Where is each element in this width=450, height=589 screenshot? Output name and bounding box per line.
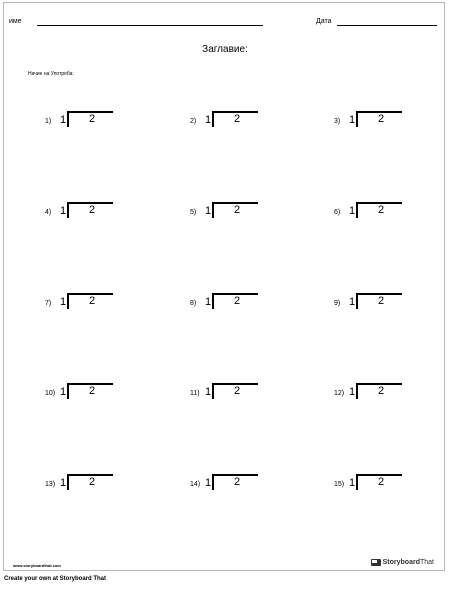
problem-number: 3) [334, 118, 341, 125]
division-problem [334, 474, 424, 502]
dividend: 2 [234, 113, 241, 125]
create-your-own-link[interactable]: Create your own at Storyboard That [4, 576, 107, 582]
divisor: 1 [60, 477, 67, 489]
problem-number: 10) [45, 390, 56, 397]
divisor: 1 [205, 477, 212, 489]
division-problem [334, 383, 424, 411]
problem-number: 9) [334, 300, 341, 307]
divisor: 1 [349, 296, 356, 308]
divisor: 1 [205, 296, 212, 308]
problem-number: 7) [45, 300, 52, 307]
date-line [337, 25, 437, 26]
division-problem [45, 293, 135, 321]
divisor: 1 [349, 205, 356, 217]
divisor: 1 [205, 114, 212, 126]
problem-number: 15) [334, 481, 345, 488]
brand-logo [371, 559, 434, 566]
division-problem [334, 293, 424, 321]
problem-number: 13) [45, 481, 56, 488]
division-problem [190, 111, 280, 139]
problem-number: 4) [45, 209, 52, 216]
dividend: 2 [378, 476, 385, 488]
worksheet [3, 2, 445, 571]
date-label: Дата [316, 18, 332, 25]
problem-number: 2) [190, 118, 197, 125]
problem-number: 14) [190, 481, 201, 488]
problem-number: 11) [190, 390, 200, 397]
dividend: 2 [378, 385, 385, 397]
brand-name-rest: That [419, 559, 434, 566]
dividend: 2 [89, 476, 96, 488]
divisor: 1 [349, 477, 356, 489]
dividend: 2 [378, 113, 385, 125]
dividend: 2 [89, 204, 96, 216]
problem-number: 1) [45, 118, 52, 125]
division-problem [45, 202, 135, 230]
division-problem [190, 202, 280, 230]
divisor: 1 [60, 114, 67, 126]
dividend: 2 [89, 113, 96, 125]
divisor: 1 [60, 205, 67, 217]
division-problem [334, 111, 424, 139]
division-problem [45, 474, 135, 502]
division-problem [190, 293, 280, 321]
dividend: 2 [378, 295, 385, 307]
problem-number: 5) [190, 209, 197, 216]
divisor: 1 [60, 296, 67, 308]
division-problem [45, 111, 135, 139]
divisor: 1 [205, 205, 212, 217]
dividend: 2 [89, 385, 96, 397]
problem-number: 6) [334, 209, 341, 216]
dividend: 2 [234, 385, 241, 397]
storyboard-logo-icon [371, 559, 381, 566]
problem-number: 12) [334, 390, 345, 397]
division-problem [190, 474, 280, 502]
dividend: 2 [234, 476, 241, 488]
name-label: име [9, 18, 22, 25]
division-problem [45, 383, 135, 411]
divisor: 1 [349, 114, 356, 126]
footer-url: www.storyboardthat.com [13, 563, 61, 568]
division-problem [334, 202, 424, 230]
dividend: 2 [378, 204, 385, 216]
division-problem [190, 383, 280, 411]
brand-name-bold: Storyboard [382, 559, 420, 566]
dividend: 2 [234, 295, 241, 307]
divisor: 1 [349, 386, 356, 398]
dividend: 2 [234, 204, 241, 216]
divisor: 1 [205, 386, 212, 398]
name-line [37, 25, 263, 26]
divisor: 1 [60, 386, 67, 398]
page-title: Заглавие: [202, 44, 248, 55]
problem-number: 8) [190, 300, 197, 307]
instructions-label: Начин на Употреба: [28, 71, 74, 77]
dividend: 2 [89, 295, 96, 307]
